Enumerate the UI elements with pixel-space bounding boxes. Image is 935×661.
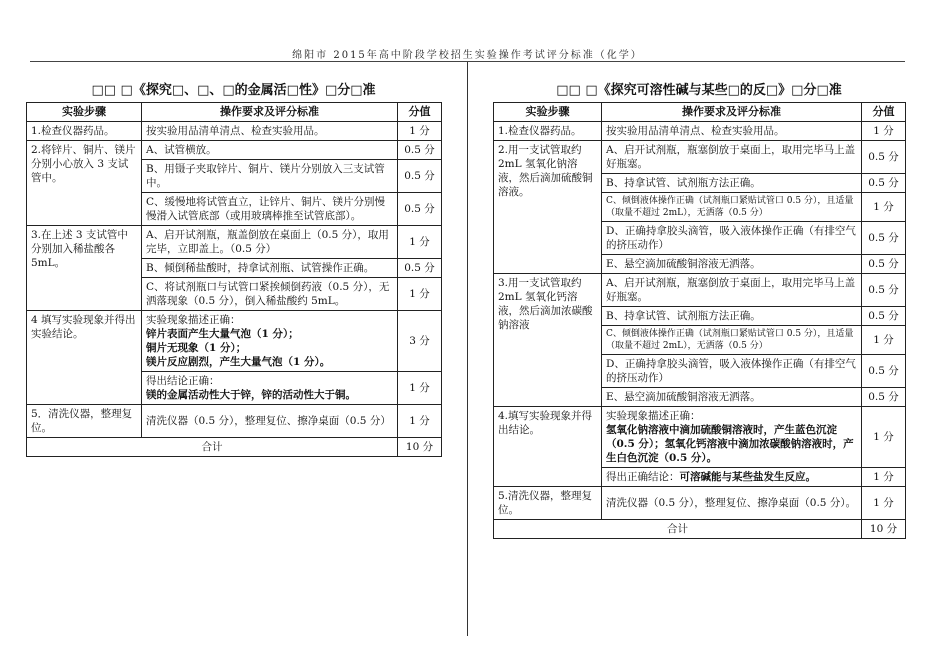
requirement-cell: C、倾倒液体操作正确（试剂瓶口紧贴试管口 0.5 分），且适量（取量不超过 2mL），无洒落（0.5 分） xyxy=(602,193,862,222)
total-score: 10 分 xyxy=(398,438,442,457)
table-row xyxy=(27,226,442,259)
requirement-cell xyxy=(602,407,862,468)
table-header-row xyxy=(494,103,906,122)
conclusion-heading: 得出结论正确： xyxy=(146,375,220,387)
requirement-cell: A、试管横放。 xyxy=(142,141,398,160)
phenomenon-line: 锌片表面产生大量气泡（1 分）； xyxy=(146,328,299,340)
score-cell: 0.5 分 xyxy=(862,307,906,326)
table-row xyxy=(494,122,906,141)
requirement-cell: B、倾倒稀盐酸时，持拿试剂瓶、试管操作正确。 xyxy=(142,259,398,278)
score-cell: 1 分 xyxy=(862,193,906,222)
table-row xyxy=(494,141,906,174)
requirement-cell: A、启开试剂瓶，瓶盖倒放在桌面上（0.5 分），取用完毕，立即盖上。（0.5 分） xyxy=(142,226,398,259)
table-row xyxy=(27,141,442,160)
score-cell: 0.5 分 xyxy=(398,141,442,160)
total-label: 合计 xyxy=(494,520,862,539)
score-cell: 0.5 分 xyxy=(398,160,442,193)
table-row xyxy=(27,122,442,141)
requirement-cell: D、正确持拿胶头滴管，吸入液体操作正确（有排空气的挤压动作） xyxy=(602,355,862,388)
score-cell: 0.5 分 xyxy=(862,388,906,407)
score-cell: 0.5 分 xyxy=(398,259,442,278)
requirement-cell xyxy=(142,372,398,405)
requirement-cell: 清洗仪器（0.5 分），整理复位、擦净桌面（0.5 分） xyxy=(142,405,398,438)
step-cell: 4.填写实验现象并得出结论。 xyxy=(494,407,602,487)
score-cell: 1 分 xyxy=(862,407,906,468)
score-cell: 1 分 xyxy=(398,226,442,259)
requirement-cell: C、将试剂瓶口与试管口紧挨倾倒药液（0.5 分），无洒落现象（0.5 分），倒入稀盐酸约 5mL。 xyxy=(142,278,398,311)
page-header: 绵阳市 2015年高中阶段学校招生实验操作考试评分标准（化学） xyxy=(292,50,643,61)
total-score: 10 分 xyxy=(862,520,906,539)
conclusion-line: 镁的金属活动性大于锌，锌的活动性大于铜。 xyxy=(146,389,356,401)
requirement-cell xyxy=(142,311,398,372)
phenomenon-heading: 实验现象描述正确： xyxy=(146,314,241,326)
score-cell: 0.5 分 xyxy=(862,274,906,307)
score-cell: 1 分 xyxy=(398,278,442,311)
score-cell: 1 分 xyxy=(398,372,442,405)
table-row xyxy=(494,407,906,468)
score-cell: 3 分 xyxy=(398,311,442,372)
table-row xyxy=(27,311,442,372)
requirement-cell: 清洗仪器（0.5 分），整理复位、擦净桌面（0.5 分）。 xyxy=(602,487,862,520)
step-cell: 1.检查仪器药品。 xyxy=(27,122,142,141)
col-score-header: 分值 xyxy=(398,103,442,122)
score-cell: 0.5 分 xyxy=(398,193,442,226)
requirement-cell: C、倾倒液体操作正确（试剂瓶口紧贴试管口 0.5 分），且适量（取量不超过 2mL），无洒落（0.5 分） xyxy=(602,326,862,355)
requirement-cell: B、持拿试管、试剂瓶方法正确。 xyxy=(602,174,862,193)
total-row xyxy=(494,520,906,539)
step-cell: 3.在上述 3 支试管中分别加入稀盐酸各 5mL。 xyxy=(27,226,142,311)
conclusion-line: 可溶碱能与某些盐发生反应。 xyxy=(679,471,816,483)
step-cell: 5．清洗仪器，整理复位。 xyxy=(27,405,142,438)
requirement-cell: B、用镊子夹取锌片、铜片、镁片分别放入三支试管中。 xyxy=(142,160,398,193)
score-cell: 0.5 分 xyxy=(862,174,906,193)
score-cell: 1 分 xyxy=(862,468,906,487)
requirement-cell xyxy=(602,468,862,487)
conclusion-heading: 得出正确结论： xyxy=(606,471,680,483)
requirement-cell: E、悬空滴加硫酸铜溶液无洒落。 xyxy=(602,388,862,407)
base-reaction-sheet xyxy=(493,80,905,539)
step-cell: 3.用一支试管取约 2mL 氢氧化钙溶液，然后滴加浓碳酸钠溶液 xyxy=(494,274,602,407)
col-step-header: 实验步骤 xyxy=(494,103,602,122)
step-cell: 4 填写实验现象并得出实验结论。 xyxy=(27,311,142,405)
requirement-cell: A、启开试剂瓶，瓶塞倒放于桌面上，取用完毕马上盖好瓶塞。 xyxy=(602,274,862,307)
phenomenon-line: 镁片反应剧烈，产生大量气泡（1 分）。 xyxy=(146,356,331,368)
scoring-table xyxy=(493,102,906,539)
score-cell: 1 分 xyxy=(398,122,442,141)
center-divider xyxy=(467,62,468,636)
table-row xyxy=(494,487,906,520)
step-cell: 1.检查仪器药品。 xyxy=(494,122,602,141)
requirement-cell: D、正确持拿胶头滴管，吸入液体操作正确（有排空气的挤压动作） xyxy=(602,222,862,255)
sheet-title: □□ □《探究可溶性碱与某些□的反□》□分□准 xyxy=(556,83,842,98)
table-row xyxy=(494,274,906,307)
phenomenon-heading: 实验现象描述正确： xyxy=(606,410,701,422)
requirement-cell: C、缓慢地将试管直立，让锌片、铜片、镁片分别慢慢滑入试管底部（或用玻璃棒推至试管底部）。 xyxy=(142,193,398,226)
score-cell: 1 分 xyxy=(862,326,906,355)
metal-activity-sheet xyxy=(26,80,441,457)
score-cell: 1 分 xyxy=(862,487,906,520)
sheet-title: □□ □《探究□、□、□的金属活□性》□分□准 xyxy=(91,83,376,98)
requirement-cell: E、悬空滴加硫酸铜溶液无洒落。 xyxy=(602,255,862,274)
score-cell: 1 分 xyxy=(862,122,906,141)
score-cell: 0.5 分 xyxy=(862,355,906,388)
col-step-header: 实验步骤 xyxy=(27,103,142,122)
score-cell: 0.5 分 xyxy=(862,222,906,255)
score-cell: 1 分 xyxy=(398,405,442,438)
col-req-header: 操作要求及评分标准 xyxy=(142,103,398,122)
col-score-header: 分值 xyxy=(862,103,906,122)
requirement-cell: 按实验用品清单清点、检查实验用品。 xyxy=(602,122,862,141)
scoring-table xyxy=(26,102,442,457)
table-header-row xyxy=(27,103,442,122)
step-cell: 2.将锌片、铜片、镁片分别小心放入 3 支试管中。 xyxy=(27,141,142,226)
total-label: 合计 xyxy=(27,438,398,457)
requirement-cell: A、启开试剂瓶，瓶塞倒放于桌面上，取用完毕马上盖好瓶塞。 xyxy=(602,141,862,174)
score-cell: 0.5 分 xyxy=(862,255,906,274)
step-cell: 2.用一支试管取约 2mL 氢氧化钠溶液，然后滴加硫酸铜溶液。 xyxy=(494,141,602,274)
requirement-cell: B、持拿试管、试剂瓶方法正确。 xyxy=(602,307,862,326)
phenomenon-line: 铜片无现象（1 分）； xyxy=(146,342,247,354)
table-row xyxy=(27,405,442,438)
phenomenon-line: 氢氧化钠溶液中滴加硫酸铜溶液时，产生蓝色沉淀（0.5 分）；氢氧化钙溶液中滴加浓碳酸钠溶液时，产生白色沉淀（0.5 分）。 xyxy=(606,424,854,464)
requirement-cell: 按实验用品清单清点、检查实验用品。 xyxy=(142,122,398,141)
score-cell: 0.5 分 xyxy=(862,141,906,174)
step-cell: 5.清洗仪器，整理复位。 xyxy=(494,487,602,520)
col-req-header: 操作要求及评分标准 xyxy=(602,103,862,122)
total-row xyxy=(27,438,442,457)
